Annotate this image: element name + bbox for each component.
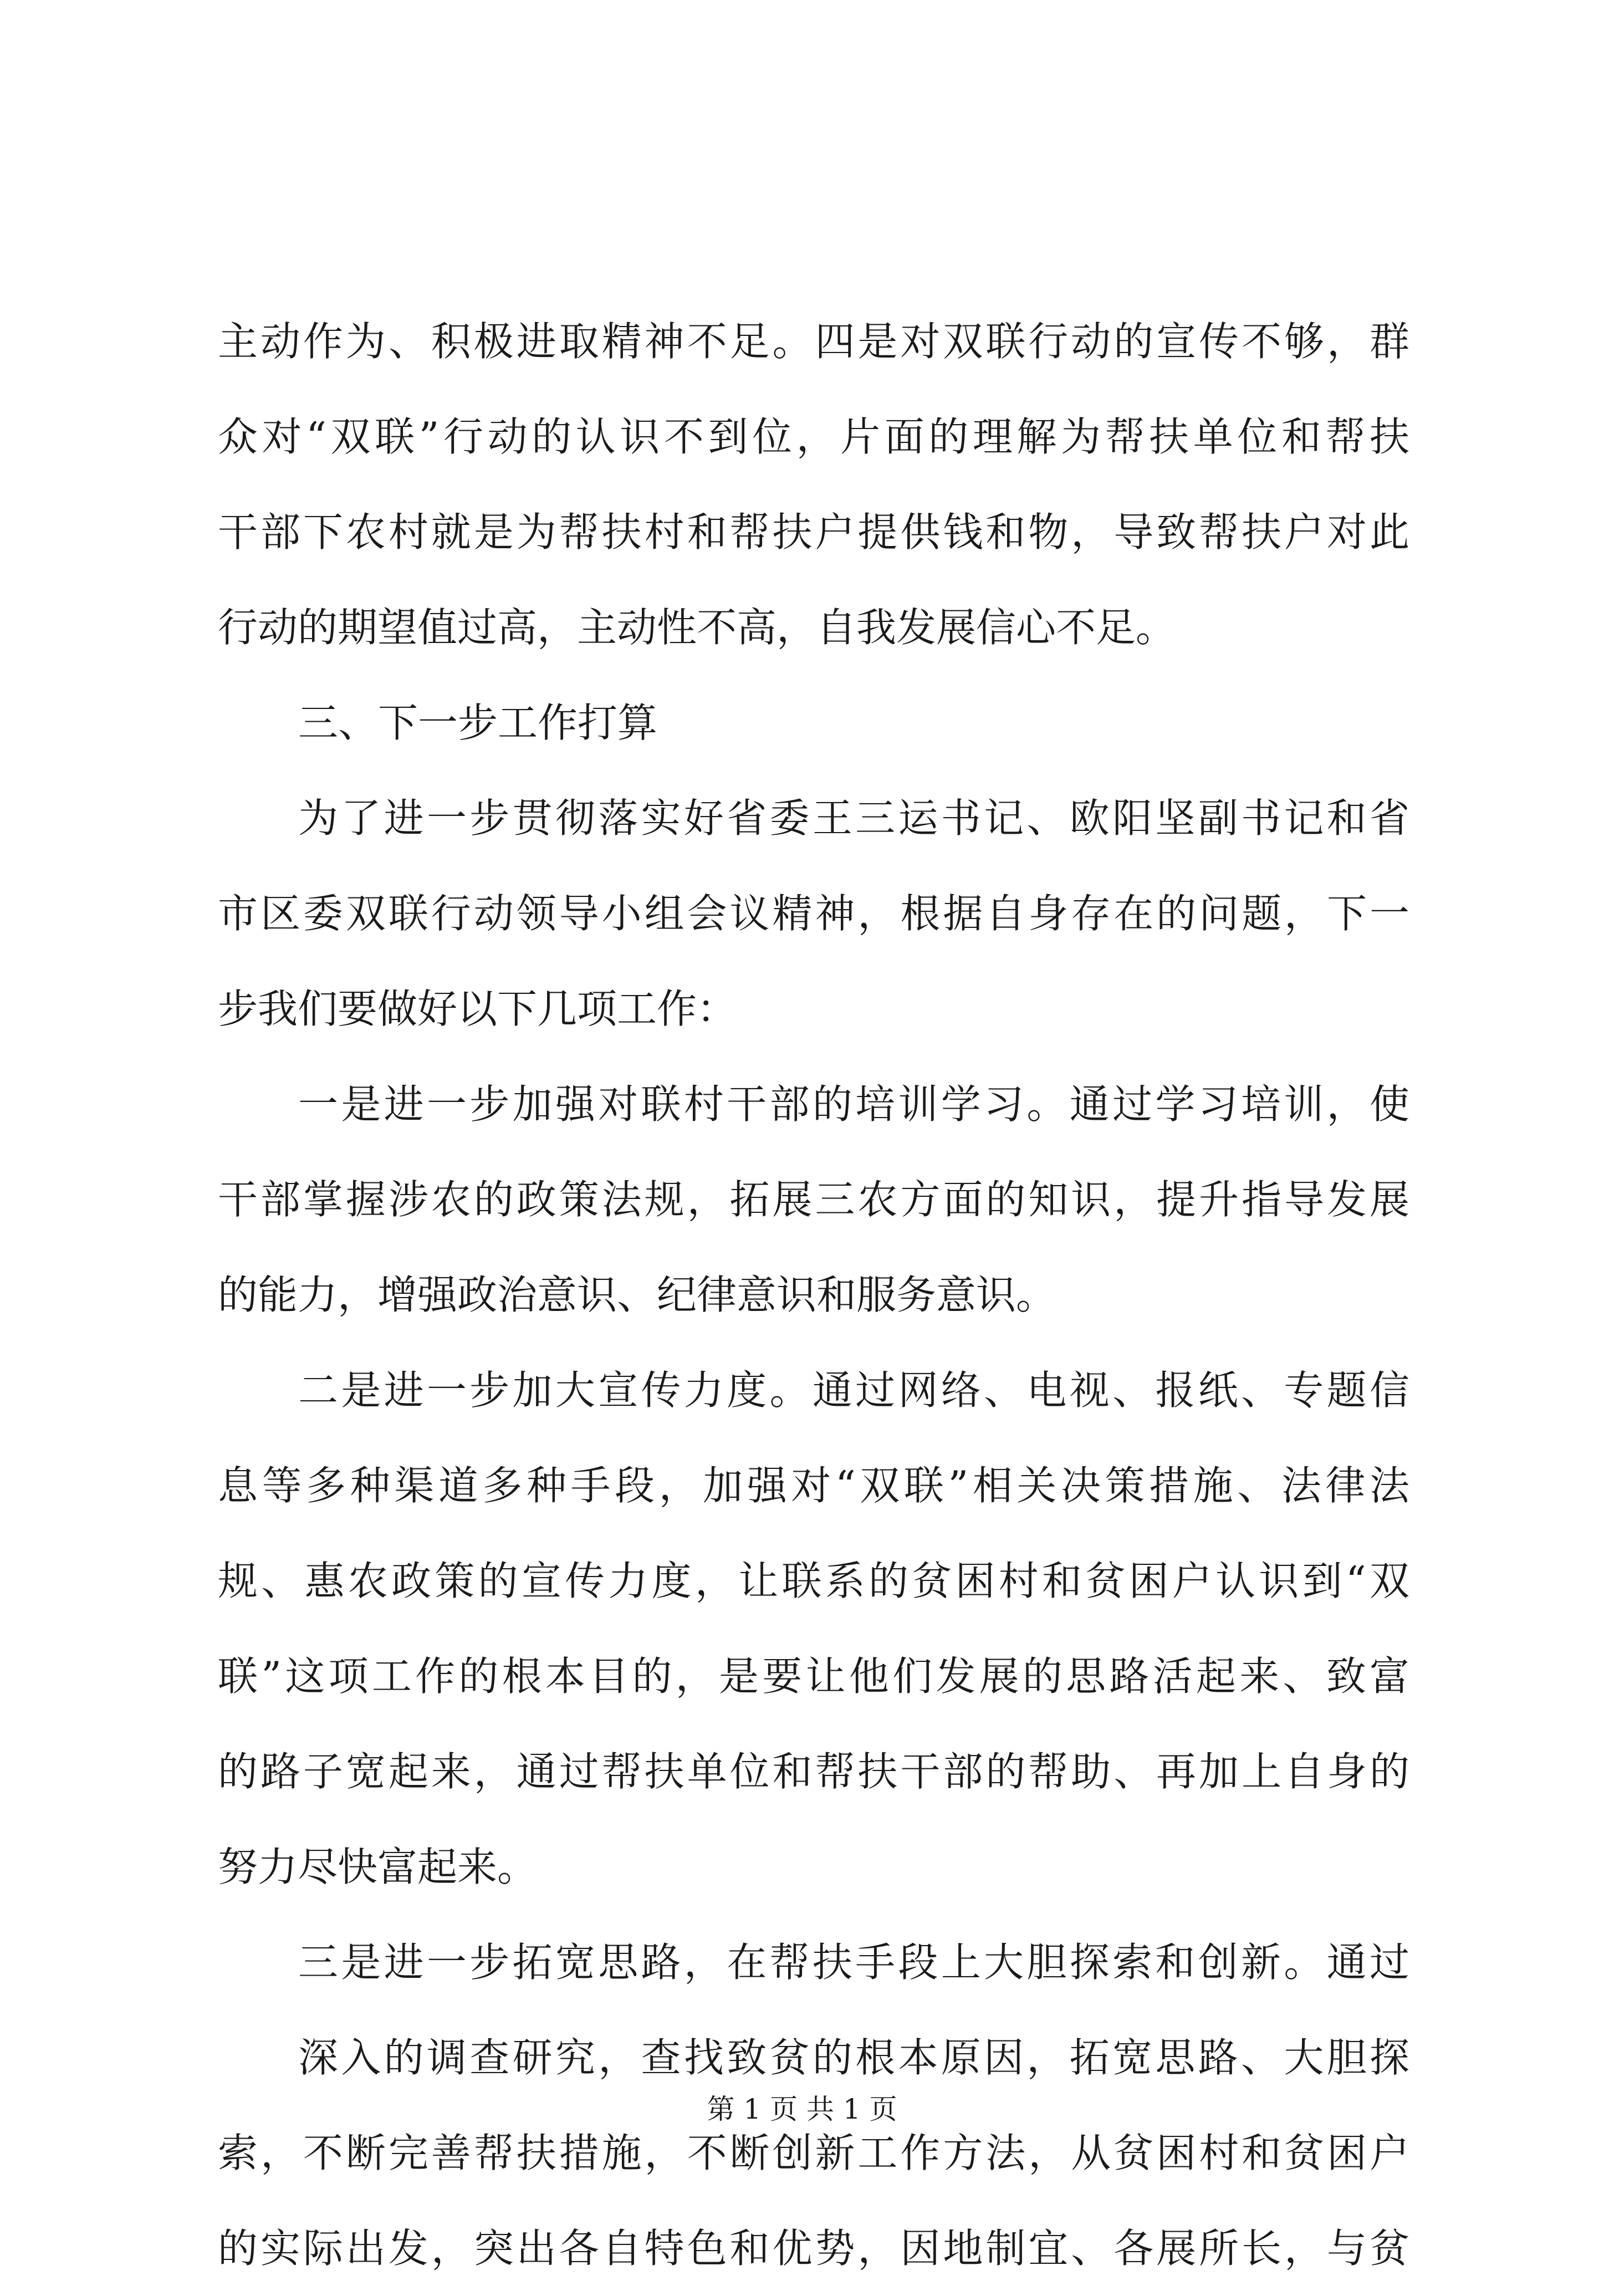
text-line: 步我们要做好以下几项工作： bbox=[218, 986, 737, 1032]
text-line: 一是进一步加强对联村干部的培训学习。通过学习培训，使 bbox=[298, 1081, 1409, 1127]
text-line: 三是进一步拓宽思路，在帮扶手段上大胆探索和创新。通过 bbox=[298, 1939, 1409, 1986]
text-line: 众对“双联”行动的认识不到位，片面的理解为帮扶单位和帮扶 bbox=[218, 414, 1409, 460]
text-line: 的路子宽起来，通过帮扶单位和帮扶干部的帮助、再加上自身的 bbox=[218, 1748, 1409, 1795]
text-line: 为了进一步贯彻落实好省委王三运书记、欧阳坚副书记和省 bbox=[298, 795, 1409, 841]
text-line: 干部下农村就是为帮扶村和帮扶户提供钱和物，导致帮扶户对此 bbox=[218, 509, 1409, 555]
text-line: 索，不断完善帮扶措施，不断创新工作方法，从贫困村和贫困户 bbox=[218, 2130, 1409, 2176]
text-line: 的能力，增强政治意识、纪律意识和服务意识。 bbox=[218, 1272, 1056, 1318]
text-line: 联”这项工作的根本目的，是要让他们发展的思路活起来、致富 bbox=[218, 1653, 1409, 1700]
page-footer: 第 1 页 共 1 页 bbox=[707, 2093, 897, 2125]
text-line: 市区委双联行动领导小组会议精神，根据自身存在的问题，下一 bbox=[218, 890, 1409, 937]
document-body bbox=[218, 294, 1409, 2296]
text-line: 行动的期望值过高，主动性不高，自我发展信心不足。 bbox=[218, 604, 1176, 651]
text-line: 规、惠农政策的宣传力度，让联系的贫困村和贫困户认识到“双 bbox=[218, 1558, 1409, 1604]
text-line: 二是进一步加大宣传力度。通过网络、电视、报纸、专题信 bbox=[298, 1367, 1409, 1414]
text-line: 三、下一步工作打算 bbox=[298, 700, 658, 746]
text-line: 深入的调查研究，查找致贫的根本原因，拓宽思路、大胆探 bbox=[298, 2034, 1409, 2081]
text-line: 的实际出发，突出各自特色和优势，因地制宜、各展所长，与贫 bbox=[218, 2225, 1409, 2272]
text-line: 努力尽快富起来。 bbox=[218, 1844, 538, 1890]
text-line: 主动作为、积极进取精神不足。四是对双联行动的宣传不够，群 bbox=[218, 318, 1409, 365]
text-line: 息等多种渠道多种手段，加强对“双联”相关决策措施、法律法 bbox=[218, 1462, 1409, 1509]
text-line: 干部掌握涉农的政策法规，拓展三农方面的知识，提升指导发展 bbox=[218, 1176, 1409, 1223]
